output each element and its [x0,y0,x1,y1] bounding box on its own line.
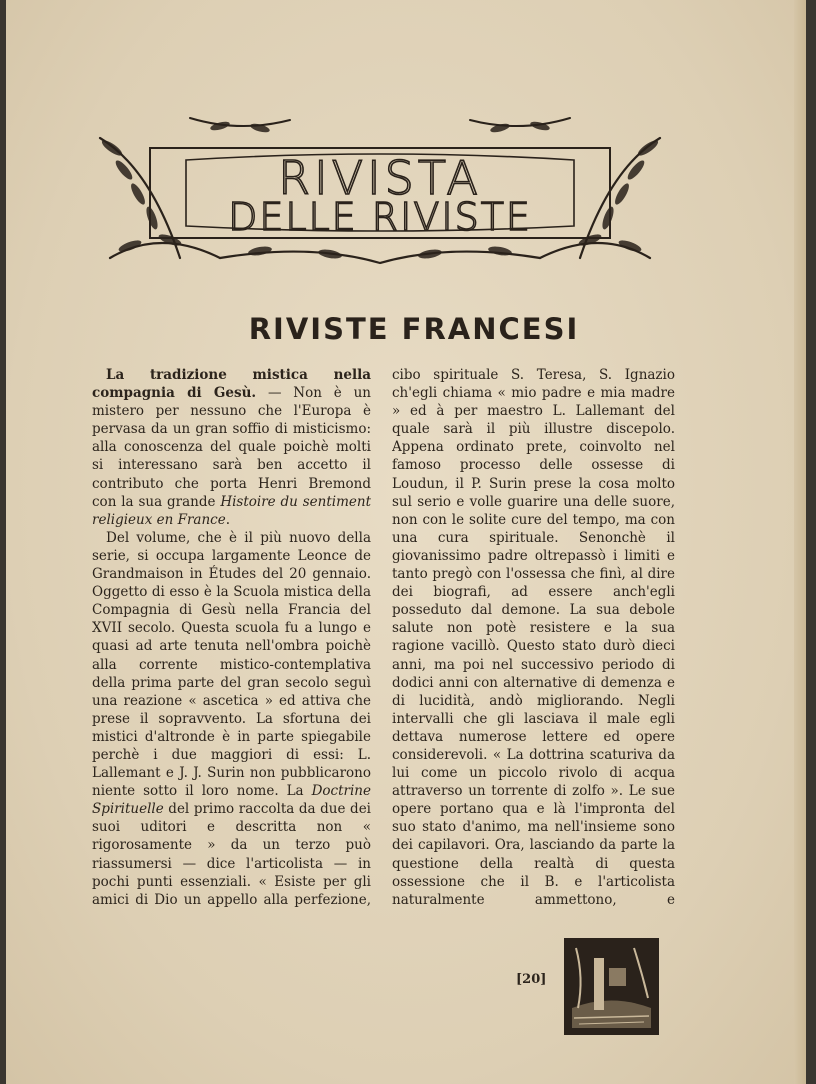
article-column-right [392,366,675,910]
page-edge [794,0,806,1084]
article-text: . [225,511,231,528]
article-text: Del volume, che è il più nuovo della serie, si occupa largamente Leonce de Grandmaison in Études del 20 gennaio. Oggetto di esso è la Scuola mistica della Compagnia di Gesù nella Francia del XVII secolo. Questa scuola fu a lungo e quasi ad arte tenuta nell'ombra poichè alla corrente mistico-contemplativa della prima parte del gran secolo seguì una reazione « ascetica » ed attiva che prese il sopravvento. La sfortuna dei mistici d'altronde è in parte spiegabile perchè i due maggiori di essi: L. Lallemant e J. J. Surin non pubblicarono niente sotto il loro nome. La [92,529,371,800]
book-title: Histoire du sentiment religieux en France [92,493,371,528]
article-title: La tradizione mistica nella compagnia di Gesù. [92,367,371,402]
article-paragraph [92,366,371,529]
woodcut-vignette [564,938,659,1035]
masthead-banner [90,108,670,273]
masthead-line1: RIVISTA [278,151,482,205]
article-text: cibo spirituale S. Teresa, S. Ignazio ch'egli chiama « mio padre e mia madre » ed à per maestro L. Lallemant del quale sarà il più illustre discepolo. Appena ordinato prete, coinvolto nel famoso processo delle ossesse di Loudun, il P. Surin prese la cosa molto sul serio e volle guarire una delle suore, non con le solite cure del tempo, ma con una cura spirituale. Senonchè il giovanissimo padre oltrepassò i limiti e tanto pregò con l'ossessa che finì, al dire dei biografi, ad essere anch'egli posseduto dal demone. La sua debole salute non potè resistere e la sua ragione vacillò. Questo stato durò dieci anni, ma poi nel successivo periodo di dodici anni con alternative di demenza e di lucidità, andò migliorando. Negli intervalli che gli lasciava il male egli dettava numerose lettere ed opere considerevoli. « La dottrina scaturiva da lui come un piccolo rivolo di acqua attraverso un torrente di zolfo ». Le sue opere portano qua e là l'impronta del suo stato d'animo, ma nell'insieme sono dei capilavori. Ora, lasciando da parte la questione della realtà di questa ossessione che il B. e l'articolista naturalmente ammettono, e [392,367,675,908]
section-title: RIVISTE FRANCESI [248,312,580,346]
book-title: Doctrine Spirituelle [92,783,371,818]
page-number: [20] [516,972,547,987]
magazine-page [6,0,806,1084]
article-column-left [92,366,371,910]
masthead-line2: DELLE RIVISTE [228,195,532,239]
article-text: — Non è un mistero per nessuno che l'Europa è pervasa da un gran soffio di misticismo: alla conoscenza del quale poichè molti si interessano sarà ben accetto il contributo che porta Henri Bremond con la sua grande [92,385,371,510]
article-paragraph [392,366,675,910]
article-text: del primo raccolta da due dei suoi uditori e descritta non « rigorosamente » da un terzo può riassumersi — dice l'articolista — in pochi punti essenziali. « Esiste per gli amici di Dio un appello alla perfezione, [92,801,371,908]
article-paragraph [92,529,371,910]
